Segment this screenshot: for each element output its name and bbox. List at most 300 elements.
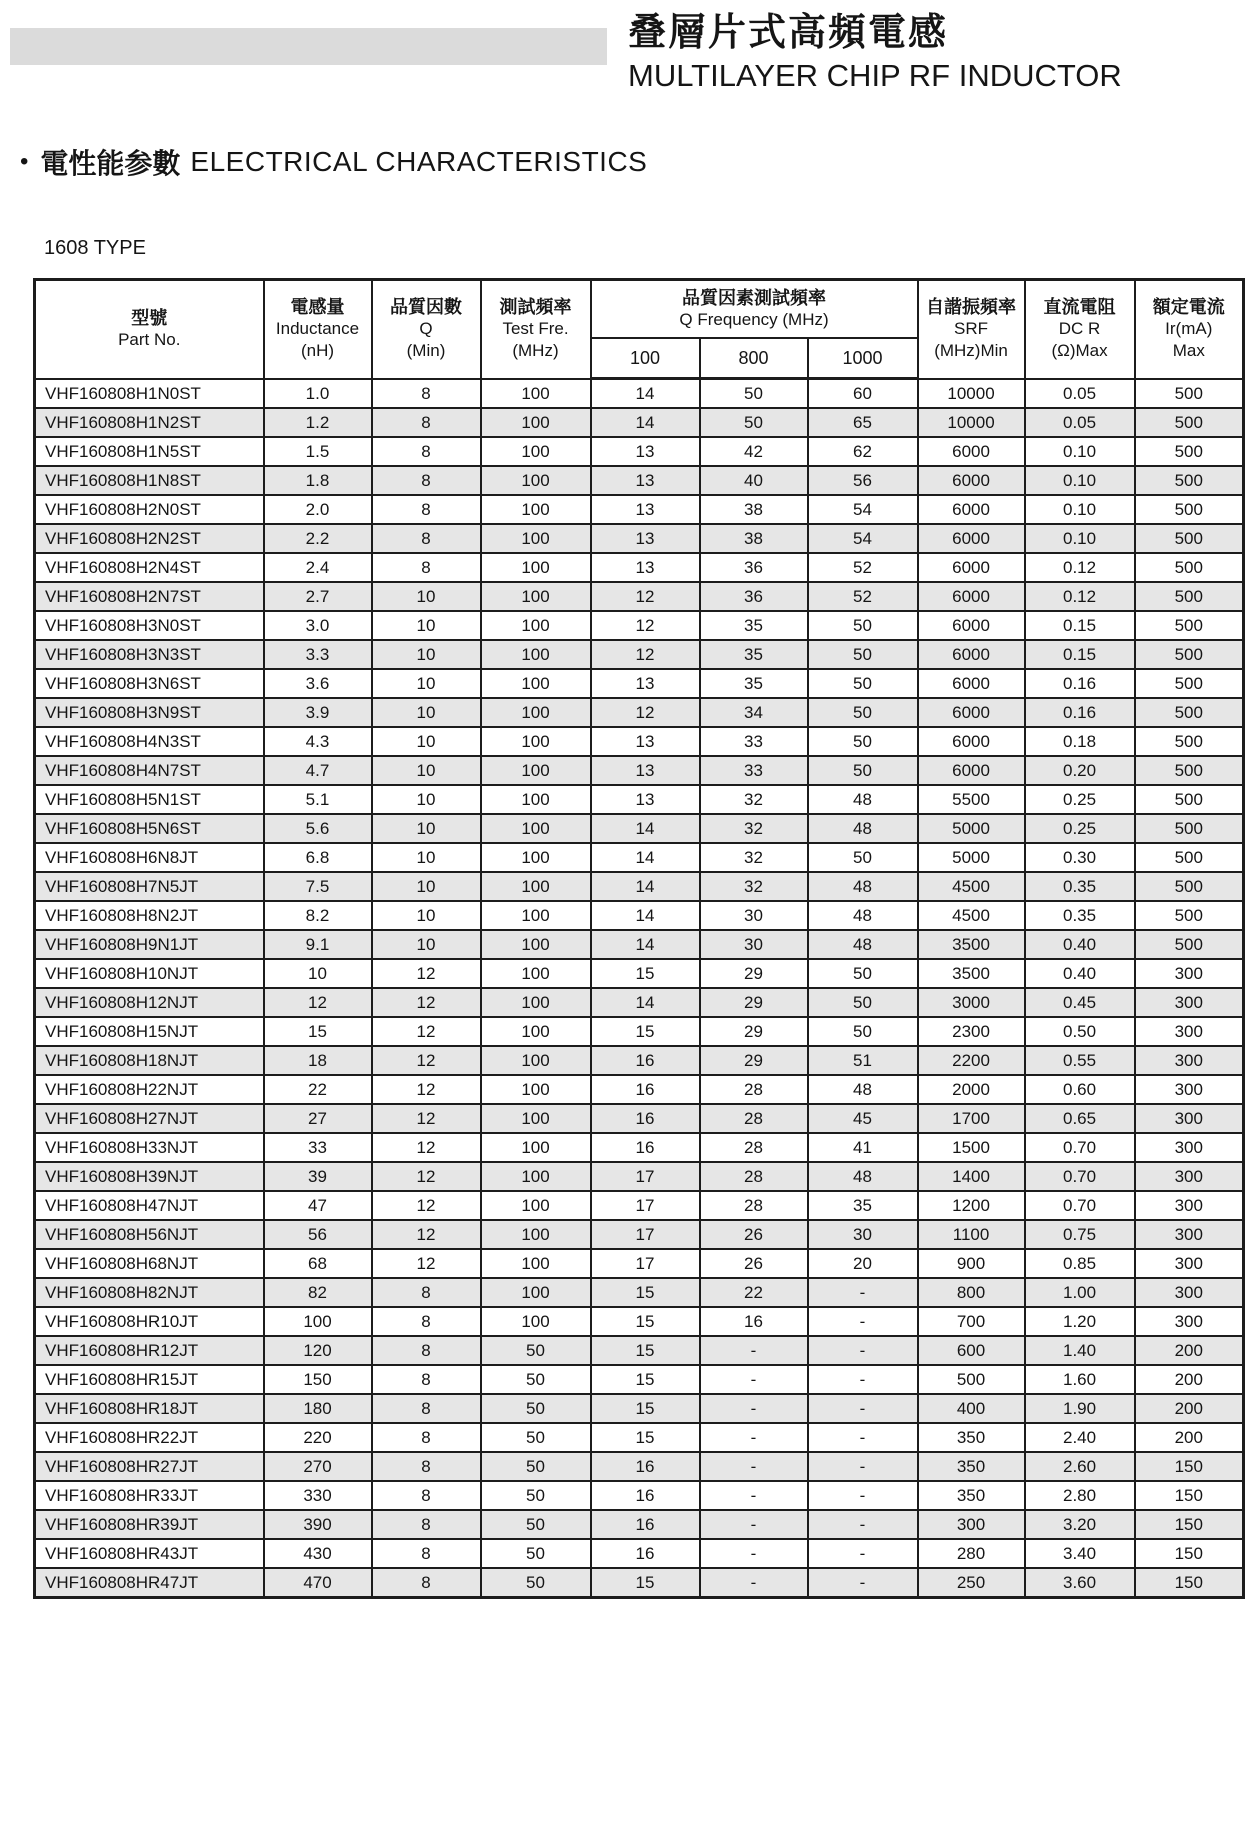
cell-inductance_nh: 1.2 (264, 408, 372, 437)
cell-inductance_nh: 3.0 (264, 611, 372, 640)
cell-dcr_ohm_max: 0.10 (1025, 437, 1135, 466)
cell-test_fre_mhz: 100 (481, 1278, 591, 1307)
cell-ir_ma_max: 500 (1135, 640, 1244, 669)
cell-dcr_ohm_max: 0.40 (1025, 930, 1135, 959)
cell-q_at_100: 15 (591, 1394, 700, 1423)
cell-part_no: VHF160808H39NJT (35, 1162, 264, 1191)
cell-q_min: 8 (372, 1423, 481, 1452)
cell-part_no: VHF160808HR12JT (35, 1336, 264, 1365)
cell-q_at_100: 15 (591, 1336, 700, 1365)
cell-inductance_nh: 7.5 (264, 872, 372, 901)
cell-inductance_nh: 9.1 (264, 930, 372, 959)
cell-q_min: 10 (372, 698, 481, 727)
cell-dcr_ohm_max: 0.05 (1025, 408, 1135, 437)
cell-inductance_nh: 430 (264, 1539, 372, 1568)
cell-test_fre_mhz: 100 (481, 1104, 591, 1133)
cell-srf_mhz_min: 3500 (918, 959, 1025, 988)
cell-srf_mhz_min: 700 (918, 1307, 1025, 1336)
cell-inductance_nh: 56 (264, 1220, 372, 1249)
cell-dcr_ohm_max: 0.70 (1025, 1191, 1135, 1220)
cell-inductance_nh: 8.2 (264, 901, 372, 930)
cell-q_min: 10 (372, 611, 481, 640)
cell-srf_mhz_min: 6000 (918, 553, 1025, 582)
cell-srf_mhz_min: 5000 (918, 814, 1025, 843)
col-header-ir (1135, 280, 1244, 379)
table-row (35, 1191, 1244, 1220)
cell-q_at_100: 16 (591, 1075, 700, 1104)
cell-test_fre_mhz: 100 (481, 872, 591, 901)
col-header-dcr-zh: 直流電阻 (1043, 297, 1116, 318)
cell-inductance_nh: 3.3 (264, 640, 372, 669)
col-header-test-fre (481, 280, 591, 379)
cell-test_fre_mhz: 50 (481, 1510, 591, 1539)
cell-srf_mhz_min: 4500 (918, 901, 1025, 930)
cell-test_fre_mhz: 100 (481, 669, 591, 698)
cell-inductance_nh: 18 (264, 1046, 372, 1075)
cell-q_at_100: 13 (591, 553, 700, 582)
cell-srf_mhz_min: 3000 (918, 988, 1025, 1017)
cell-q_at_800: 30 (700, 901, 808, 930)
cell-ir_ma_max: 500 (1135, 582, 1244, 611)
table-row (35, 553, 1244, 582)
cell-srf_mhz_min: 10000 (918, 379, 1025, 409)
cell-test_fre_mhz: 100 (481, 1307, 591, 1336)
table-row (35, 698, 1244, 727)
cell-inductance_nh: 1.8 (264, 466, 372, 495)
cell-ir_ma_max: 500 (1135, 727, 1244, 756)
cell-q_at_100: 13 (591, 785, 700, 814)
cell-q_at_1000: - (808, 1278, 918, 1307)
cell-part_no: VHF160808HR39JT (35, 1510, 264, 1539)
cell-q_min: 8 (372, 1568, 481, 1598)
cell-q_at_800: 16 (700, 1307, 808, 1336)
cell-q_at_100: 16 (591, 1481, 700, 1510)
cell-dcr_ohm_max: 2.40 (1025, 1423, 1135, 1452)
cell-q_at_800: - (700, 1394, 808, 1423)
cell-dcr_ohm_max: 1.90 (1025, 1394, 1135, 1423)
cell-q_at_1000: 51 (808, 1046, 918, 1075)
cell-part_no: VHF160808H10NJT (35, 959, 264, 988)
cell-q_at_100: 12 (591, 640, 700, 669)
cell-test_fre_mhz: 100 (481, 437, 591, 466)
page-title-en: MULTILAYER CHIP RF INDUCTOR (628, 57, 1122, 93)
cell-dcr_ohm_max: 0.15 (1025, 611, 1135, 640)
cell-dcr_ohm_max: 0.25 (1025, 814, 1135, 843)
cell-ir_ma_max: 500 (1135, 930, 1244, 959)
table-row (35, 727, 1244, 756)
cell-test_fre_mhz: 100 (481, 901, 591, 930)
cell-q_at_1000: - (808, 1568, 918, 1598)
cell-part_no: VHF160808H5N1ST (35, 785, 264, 814)
cell-q_min: 8 (372, 466, 481, 495)
cell-inductance_nh: 10 (264, 959, 372, 988)
cell-dcr_ohm_max: 0.65 (1025, 1104, 1135, 1133)
table-row (35, 1307, 1244, 1336)
table-row (35, 437, 1244, 466)
cell-srf_mhz_min: 1100 (918, 1220, 1025, 1249)
cell-q_at_1000: 62 (808, 437, 918, 466)
cell-srf_mhz_min: 6000 (918, 669, 1025, 698)
col-header-test-fre-unit: (MHz) (512, 341, 559, 361)
cell-q_at_1000: 50 (808, 1017, 918, 1046)
cell-srf_mhz_min: 6000 (918, 698, 1025, 727)
cell-q_min: 8 (372, 1394, 481, 1423)
cell-srf_mhz_min: 6000 (918, 611, 1025, 640)
cell-q_at_800: 28 (700, 1104, 808, 1133)
cell-dcr_ohm_max: 0.25 (1025, 785, 1135, 814)
cell-part_no: VHF160808HR27JT (35, 1452, 264, 1481)
cell-ir_ma_max: 500 (1135, 901, 1244, 930)
cell-test_fre_mhz: 100 (481, 930, 591, 959)
cell-srf_mhz_min: 6000 (918, 640, 1025, 669)
cell-test_fre_mhz: 100 (481, 1075, 591, 1104)
cell-part_no: VHF160808H1N5ST (35, 437, 264, 466)
cell-q_at_100: 14 (591, 930, 700, 959)
cell-ir_ma_max: 300 (1135, 1249, 1244, 1278)
cell-q_at_1000: 54 (808, 524, 918, 553)
table-row (35, 1104, 1244, 1133)
col-header-part-no (35, 280, 264, 379)
col-header-ir-en: Ir(mA) (1165, 319, 1213, 339)
cell-q_at_1000: 30 (808, 1220, 918, 1249)
cell-q_min: 8 (372, 495, 481, 524)
cell-q_min: 8 (372, 553, 481, 582)
cell-ir_ma_max: 300 (1135, 1307, 1244, 1336)
col-header-dcr (1025, 280, 1135, 379)
table-row (35, 930, 1244, 959)
cell-inductance_nh: 390 (264, 1510, 372, 1539)
cell-q_at_1000: 50 (808, 959, 918, 988)
cell-q_min: 10 (372, 640, 481, 669)
cell-q_min: 10 (372, 843, 481, 872)
cell-q_at_1000: - (808, 1365, 918, 1394)
cell-ir_ma_max: 300 (1135, 1133, 1244, 1162)
table-row (35, 1452, 1244, 1481)
cell-srf_mhz_min: 6000 (918, 582, 1025, 611)
cell-test_fre_mhz: 50 (481, 1481, 591, 1510)
cell-q_at_1000: 50 (808, 843, 918, 872)
col-header-q-frequency-zh: 品質因素測試頻率 (682, 288, 827, 308)
cell-part_no: VHF160808HR18JT (35, 1394, 264, 1423)
cell-q_at_1000: 48 (808, 814, 918, 843)
cell-part_no: VHF160808H2N7ST (35, 582, 264, 611)
table-row (35, 988, 1244, 1017)
cell-srf_mhz_min: 6000 (918, 437, 1025, 466)
cell-srf_mhz_min: 350 (918, 1423, 1025, 1452)
cell-part_no: VHF160808HR33JT (35, 1481, 264, 1510)
page-title-block (628, 10, 1122, 93)
cell-q_at_800: 22 (700, 1278, 808, 1307)
cell-part_no: VHF160808H4N7ST (35, 756, 264, 785)
cell-inductance_nh: 2.4 (264, 553, 372, 582)
cell-part_no: VHF160808H3N6ST (35, 669, 264, 698)
cell-test_fre_mhz: 100 (481, 1046, 591, 1075)
col-header-ir-zh: 額定電流 (1152, 297, 1225, 318)
cell-ir_ma_max: 150 (1135, 1481, 1244, 1510)
cell-test_fre_mhz: 100 (481, 988, 591, 1017)
cell-q_at_1000: 35 (808, 1191, 918, 1220)
table-row (35, 901, 1244, 930)
cell-part_no: VHF160808H3N3ST (35, 640, 264, 669)
cell-srf_mhz_min: 5500 (918, 785, 1025, 814)
table-row (35, 1133, 1244, 1162)
cell-q_at_100: 13 (591, 524, 700, 553)
cell-q_at_800: 35 (700, 640, 808, 669)
cell-q_at_800: 28 (700, 1162, 808, 1191)
cell-ir_ma_max: 150 (1135, 1539, 1244, 1568)
cell-part_no: VHF160808HR22JT (35, 1423, 264, 1452)
cell-ir_ma_max: 500 (1135, 814, 1244, 843)
cell-dcr_ohm_max: 3.40 (1025, 1539, 1135, 1568)
cell-q_at_100: 15 (591, 1365, 700, 1394)
cell-inductance_nh: 47 (264, 1191, 372, 1220)
cell-q_min: 8 (372, 1365, 481, 1394)
cell-ir_ma_max: 500 (1135, 495, 1244, 524)
cell-test_fre_mhz: 50 (481, 1365, 591, 1394)
cell-dcr_ohm_max: 0.45 (1025, 988, 1135, 1017)
col-header-q-unit: (Min) (406, 341, 446, 361)
cell-part_no: VHF160808H2N2ST (35, 524, 264, 553)
cell-q_min: 10 (372, 872, 481, 901)
cell-ir_ma_max: 500 (1135, 379, 1244, 409)
cell-q_min: 8 (372, 1307, 481, 1336)
cell-inductance_nh: 470 (264, 1568, 372, 1598)
cell-test_fre_mhz: 100 (481, 698, 591, 727)
table-header (35, 280, 1244, 379)
cell-ir_ma_max: 300 (1135, 1104, 1244, 1133)
cell-q_min: 8 (372, 1539, 481, 1568)
cell-q_at_1000: 41 (808, 1133, 918, 1162)
cell-q_at_1000: 65 (808, 408, 918, 437)
cell-srf_mhz_min: 350 (918, 1481, 1025, 1510)
cell-dcr_ohm_max: 2.80 (1025, 1481, 1135, 1510)
cell-test_fre_mhz: 100 (481, 756, 591, 785)
cell-q_min: 12 (372, 1220, 481, 1249)
table-row (35, 1017, 1244, 1046)
cell-q_at_1000: 48 (808, 872, 918, 901)
table-row (35, 1249, 1244, 1278)
cell-test_fre_mhz: 100 (481, 379, 591, 409)
cell-dcr_ohm_max: 0.05 (1025, 379, 1135, 409)
cell-srf_mhz_min: 600 (918, 1336, 1025, 1365)
cell-inductance_nh: 5.1 (264, 785, 372, 814)
cell-q_at_800: 29 (700, 988, 808, 1017)
cell-q_min: 10 (372, 930, 481, 959)
cell-q_at_100: 16 (591, 1539, 700, 1568)
cell-q_min: 10 (372, 901, 481, 930)
cell-test_fre_mhz: 100 (481, 1220, 591, 1249)
cell-inductance_nh: 220 (264, 1423, 372, 1452)
table-row (35, 640, 1244, 669)
cell-q_at_100: 17 (591, 1220, 700, 1249)
cell-test_fre_mhz: 50 (481, 1539, 591, 1568)
electrical-characteristics-table (33, 278, 1245, 1599)
cell-q_at_100: 14 (591, 988, 700, 1017)
cell-dcr_ohm_max: 1.00 (1025, 1278, 1135, 1307)
cell-q_min: 10 (372, 814, 481, 843)
cell-dcr_ohm_max: 0.75 (1025, 1220, 1135, 1249)
cell-inductance_nh: 82 (264, 1278, 372, 1307)
table-row (35, 1278, 1244, 1307)
cell-dcr_ohm_max: 0.10 (1025, 495, 1135, 524)
cell-srf_mhz_min: 6000 (918, 727, 1025, 756)
section-title-zh: 電性能参數 (40, 148, 181, 179)
cell-srf_mhz_min: 350 (918, 1452, 1025, 1481)
cell-q_min: 8 (372, 408, 481, 437)
cell-part_no: VHF160808H9N1JT (35, 930, 264, 959)
cell-q_at_800: 50 (700, 379, 808, 409)
cell-q_at_100: 14 (591, 872, 700, 901)
cell-dcr_ohm_max: 0.18 (1025, 727, 1135, 756)
cell-q_at_1000: - (808, 1336, 918, 1365)
cell-q_at_800: 50 (700, 408, 808, 437)
table-row (35, 959, 1244, 988)
cell-inductance_nh: 3.9 (264, 698, 372, 727)
table-row (35, 379, 1244, 409)
cell-q_min: 8 (372, 379, 481, 409)
cell-q_min: 12 (372, 1017, 481, 1046)
cell-inductance_nh: 12 (264, 988, 372, 1017)
cell-q_at_800: 35 (700, 669, 808, 698)
cell-ir_ma_max: 200 (1135, 1423, 1244, 1452)
cell-q_at_100: 14 (591, 843, 700, 872)
cell-dcr_ohm_max: 0.15 (1025, 640, 1135, 669)
cell-ir_ma_max: 500 (1135, 553, 1244, 582)
cell-q_at_1000: 50 (808, 756, 918, 785)
cell-q_min: 12 (372, 1249, 481, 1278)
cell-q_at_1000: 50 (808, 698, 918, 727)
cell-test_fre_mhz: 50 (481, 1394, 591, 1423)
cell-q_min: 12 (372, 1046, 481, 1075)
cell-q_at_100: 16 (591, 1046, 700, 1075)
table-row (35, 1568, 1244, 1598)
col-subheader-100: 100 (591, 338, 700, 379)
cell-ir_ma_max: 300 (1135, 988, 1244, 1017)
cell-part_no: VHF160808H56NJT (35, 1220, 264, 1249)
cell-q_min: 8 (372, 1278, 481, 1307)
cell-inductance_nh: 2.0 (264, 495, 372, 524)
cell-test_fre_mhz: 100 (481, 843, 591, 872)
cell-ir_ma_max: 500 (1135, 872, 1244, 901)
cell-ir_ma_max: 300 (1135, 1191, 1244, 1220)
cell-q_at_100: 15 (591, 1307, 700, 1336)
cell-ir_ma_max: 300 (1135, 1220, 1244, 1249)
cell-q_at_800: - (700, 1539, 808, 1568)
cell-inductance_nh: 330 (264, 1481, 372, 1510)
cell-q_at_1000: 50 (808, 640, 918, 669)
cell-q_at_1000: - (808, 1539, 918, 1568)
cell-test_fre_mhz: 100 (481, 727, 591, 756)
cell-q_at_100: 13 (591, 495, 700, 524)
cell-q_at_100: 14 (591, 814, 700, 843)
cell-q_at_800: 28 (700, 1075, 808, 1104)
table-row (35, 1075, 1244, 1104)
cell-q_min: 10 (372, 669, 481, 698)
cell-inductance_nh: 1.0 (264, 379, 372, 409)
cell-part_no: VHF160808H15NJT (35, 1017, 264, 1046)
cell-q_min: 8 (372, 524, 481, 553)
cell-srf_mhz_min: 2200 (918, 1046, 1025, 1075)
cell-q_at_800: 29 (700, 959, 808, 988)
col-header-dcr-unit: (Ω)Max (1051, 341, 1108, 361)
cell-part_no: VHF160808H27NJT (35, 1104, 264, 1133)
cell-dcr_ohm_max: 0.20 (1025, 756, 1135, 785)
cell-inductance_nh: 270 (264, 1452, 372, 1481)
cell-q_min: 8 (372, 1510, 481, 1539)
cell-q_at_800: - (700, 1336, 808, 1365)
table-row (35, 843, 1244, 872)
cell-part_no: VHF160808HR10JT (35, 1307, 264, 1336)
cell-ir_ma_max: 300 (1135, 959, 1244, 988)
cell-ir_ma_max: 300 (1135, 1046, 1244, 1075)
cell-ir_ma_max: 150 (1135, 1510, 1244, 1539)
cell-part_no: VHF160808H8N2JT (35, 901, 264, 930)
cell-ir_ma_max: 300 (1135, 1162, 1244, 1191)
cell-test_fre_mhz: 100 (481, 524, 591, 553)
col-header-inductance (264, 280, 372, 379)
cell-q_at_800: - (700, 1568, 808, 1598)
cell-srf_mhz_min: 1700 (918, 1104, 1025, 1133)
cell-q_at_1000: 20 (808, 1249, 918, 1278)
cell-inductance_nh: 2.7 (264, 582, 372, 611)
cell-test_fre_mhz: 100 (481, 553, 591, 582)
cell-ir_ma_max: 500 (1135, 524, 1244, 553)
cell-q_min: 8 (372, 1452, 481, 1481)
cell-dcr_ohm_max: 0.35 (1025, 901, 1135, 930)
cell-q_min: 10 (372, 727, 481, 756)
cell-q_at_800: 29 (700, 1046, 808, 1075)
cell-q_at_1000: - (808, 1394, 918, 1423)
cell-q_at_100: 17 (591, 1249, 700, 1278)
cell-q_at_1000: 48 (808, 1075, 918, 1104)
cell-q_at_800: 42 (700, 437, 808, 466)
cell-q_at_800: 35 (700, 611, 808, 640)
cell-srf_mhz_min: 1200 (918, 1191, 1025, 1220)
cell-test_fre_mhz: 50 (481, 1423, 591, 1452)
cell-inductance_nh: 39 (264, 1162, 372, 1191)
col-header-dcr-en: DC R (1058, 319, 1101, 339)
cell-q_at_100: 12 (591, 698, 700, 727)
cell-dcr_ohm_max: 0.35 (1025, 872, 1135, 901)
col-header-test-fre-en: Test Fre. (502, 319, 569, 339)
header-gray-bar (10, 28, 607, 65)
cell-q_at_1000: 48 (808, 785, 918, 814)
cell-part_no: VHF160808H3N0ST (35, 611, 264, 640)
cell-ir_ma_max: 500 (1135, 669, 1244, 698)
cell-test_fre_mhz: 100 (481, 582, 591, 611)
cell-q_at_800: - (700, 1365, 808, 1394)
cell-dcr_ohm_max: 1.20 (1025, 1307, 1135, 1336)
cell-part_no: VHF160808H5N6ST (35, 814, 264, 843)
cell-ir_ma_max: 500 (1135, 698, 1244, 727)
cell-test_fre_mhz: 100 (481, 1133, 591, 1162)
cell-dcr_ohm_max: 0.60 (1025, 1075, 1135, 1104)
cell-part_no: VHF160808H82NJT (35, 1278, 264, 1307)
col-header-srf-en: SRF (954, 319, 989, 339)
cell-dcr_ohm_max: 3.20 (1025, 1510, 1135, 1539)
cell-q_min: 8 (372, 1336, 481, 1365)
cell-part_no: VHF160808H18NJT (35, 1046, 264, 1075)
cell-srf_mhz_min: 6000 (918, 756, 1025, 785)
cell-q_at_100: 15 (591, 1568, 700, 1598)
cell-srf_mhz_min: 900 (918, 1249, 1025, 1278)
cell-part_no: VHF160808H1N2ST (35, 408, 264, 437)
col-subheader-1000: 1000 (808, 338, 918, 379)
cell-q_at_1000: 50 (808, 988, 918, 1017)
table-row (35, 1162, 1244, 1191)
cell-q_min: 8 (372, 1481, 481, 1510)
cell-q_at_800: 29 (700, 1017, 808, 1046)
